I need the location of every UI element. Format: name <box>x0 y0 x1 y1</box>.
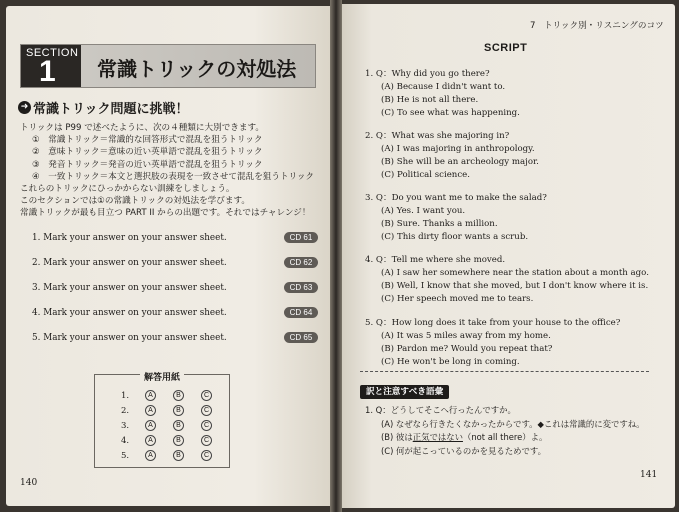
question-text: 5. Mark your answer on your answer sheet. <box>32 333 227 343</box>
answer-row-number: 2. <box>121 406 130 416</box>
script-item <box>365 192 665 244</box>
answer-bubble-a[interactable]: A <box>145 405 156 416</box>
answer-row <box>121 391 221 403</box>
intro-line: ① 常識トリック＝常識的な回答形式で混乱を狙うトリック <box>32 135 263 146</box>
question-text: 4. Mark your answer on your answer sheet. <box>32 308 227 318</box>
script-option: (B) Well, I know that she moved, but I don't know where it is. <box>381 281 649 291</box>
answer-row <box>121 421 221 433</box>
answer-bubble-c[interactable]: C <box>201 420 212 431</box>
question-text: 3. Mark your answer on your answer sheet. <box>32 283 227 293</box>
intro-line: 常識トリックが最も目立つ PART II からの出題です。それではチャレンジ！ <box>20 208 311 219</box>
intro-line: これらのトリックにひっかからない訓練をしましょう。 <box>20 184 235 195</box>
script-option: (A) It was 5 miles away from my home. <box>381 331 551 341</box>
answer-row <box>121 451 221 463</box>
answer-bubble-b[interactable]: B <box>173 405 184 416</box>
answer-bubble-a[interactable]: A <box>145 450 156 461</box>
section-label: SECTION <box>26 47 79 59</box>
script-option: (A) I was majoring in anthropology. <box>381 144 535 154</box>
cd-track-badge: CD 64 <box>284 307 318 318</box>
section-number: 1 <box>39 55 56 88</box>
question-row <box>32 330 318 355</box>
arrow-right-icon: ➜ <box>18 101 31 114</box>
translation-option-b: (B) 彼は正気ではない（not all there）よ。 <box>381 432 548 442</box>
question-text: 1. Mark your answer on your answer sheet. <box>32 233 227 243</box>
answer-bubble-c[interactable]: C <box>201 435 212 446</box>
answer-bubble-c[interactable]: C <box>201 405 212 416</box>
script-option: (A) Because I didn't want to. <box>381 82 506 92</box>
translation-block <box>365 404 655 458</box>
cd-track-badge: CD 61 <box>284 232 318 243</box>
intro-line: ② 意味トリック＝意味の近い英単語で混乱を狙うトリック <box>32 147 263 158</box>
script-option: (B) Pardon me? Would you repeat that? <box>381 344 553 354</box>
intro-line: ④ 一致トリック＝本文と選択肢の表現を一致させて混乱を狙うトリック <box>32 171 315 182</box>
answer-bubble-a[interactable]: A <box>145 435 156 446</box>
intro-line: このセクションでは①の常識トリックの対処法を学びます。 <box>20 196 250 207</box>
script-option: (B) He is not all there. <box>381 95 479 105</box>
answer-row-number: 3. <box>121 421 130 431</box>
script-option: (C) Political science. <box>381 170 470 180</box>
answer-bubble-b[interactable]: B <box>173 390 184 401</box>
question-row <box>32 280 318 305</box>
book-gutter <box>330 0 342 512</box>
question-row <box>32 305 318 330</box>
script-option: (C) To see what was happening. <box>381 108 520 118</box>
script-question: 5. Q：How long does it take from your house to the office? <box>365 318 621 328</box>
answer-bubble-a[interactable]: A <box>145 420 156 431</box>
answer-bubble-a[interactable]: A <box>145 390 156 401</box>
script-option: (A) I saw her somewhere near the station about a month ago. <box>381 268 649 278</box>
answer-row-number: 4. <box>121 436 130 446</box>
page-number-right: 141 <box>640 470 658 480</box>
script-item <box>365 254 665 306</box>
page-number-left: 140 <box>20 478 38 488</box>
vocab-heading: 訳と注意すべき語彙 <box>360 385 449 399</box>
answer-row-number: 1. <box>121 391 130 401</box>
underlined-vocab: 正気ではない <box>412 432 463 442</box>
script-item <box>365 317 665 369</box>
answer-row-number: 5. <box>121 451 130 461</box>
script-question: 3. Q：Do you want me to make the salad? <box>365 193 547 203</box>
answer-sheet-title: 解答用紙 <box>95 370 229 383</box>
section-header <box>20 44 316 88</box>
challenge-heading-text: 常識トリック問題に挑戦！ <box>33 102 189 117</box>
script-item <box>365 130 665 182</box>
question-list <box>32 230 318 355</box>
intro-line: トリックは P99 で述べたように、次の４種類に大別できます。 <box>20 123 264 133</box>
script-option: (C) Her speech moved me to tears. <box>381 294 534 304</box>
script-question: 2. Q：What was she majoring in? <box>365 131 510 141</box>
running-head: 7 トリック別・リスニングのコツ <box>530 21 664 31</box>
answer-row <box>121 406 221 418</box>
script-option: (C) This dirty floor wants a scrub. <box>381 232 529 242</box>
intro-line: ③ 発音トリック＝発音の近い英単語で混乱を狙うトリック <box>32 159 263 170</box>
script-item <box>365 68 665 120</box>
question-row <box>32 230 318 255</box>
translation-option-c: (C) 何が起こっているのかを見るためです。 <box>381 445 546 456</box>
challenge-heading <box>18 98 188 117</box>
script-option: (A) Yes. I want you. <box>381 206 466 216</box>
answer-bubble-b[interactable]: B <box>173 450 184 461</box>
answer-bubble-c[interactable]: C <box>201 390 212 401</box>
script-question: 1. Q：Why did you go there? <box>365 69 490 79</box>
script-question: 4. Q：Tell me where she moved. <box>365 255 506 265</box>
dashed-divider <box>360 371 649 372</box>
answer-sheet <box>94 374 230 468</box>
script-option: (B) Sure. Thanks a million. <box>381 219 498 229</box>
section-number-box <box>21 45 81 87</box>
cd-track-badge: CD 62 <box>284 257 318 268</box>
translation-question: 1. Q：どうしてそこへ行ったんですか。 <box>365 405 516 415</box>
answer-bubble-b[interactable]: B <box>173 435 184 446</box>
answer-row <box>121 436 221 448</box>
script-title: SCRIPT <box>484 42 528 54</box>
script-option: (C) He won't be long in coming. <box>381 357 520 367</box>
cd-track-badge: CD 63 <box>284 282 318 293</box>
script-option: (B) She will be an archeology major. <box>381 157 539 167</box>
section-title: 常識トリックの対処法 <box>97 57 297 81</box>
cd-track-badge: CD 65 <box>284 332 318 343</box>
question-row <box>32 255 318 280</box>
answer-bubble-c[interactable]: C <box>201 450 212 461</box>
translation-option-a: (A) なぜなら行きたくなかったからです。◆これは常識的に変ですね。 <box>381 418 645 429</box>
question-text: 2. Mark your answer on your answer sheet. <box>32 258 227 268</box>
answer-bubble-b[interactable]: B <box>173 420 184 431</box>
intro-text <box>20 122 314 220</box>
